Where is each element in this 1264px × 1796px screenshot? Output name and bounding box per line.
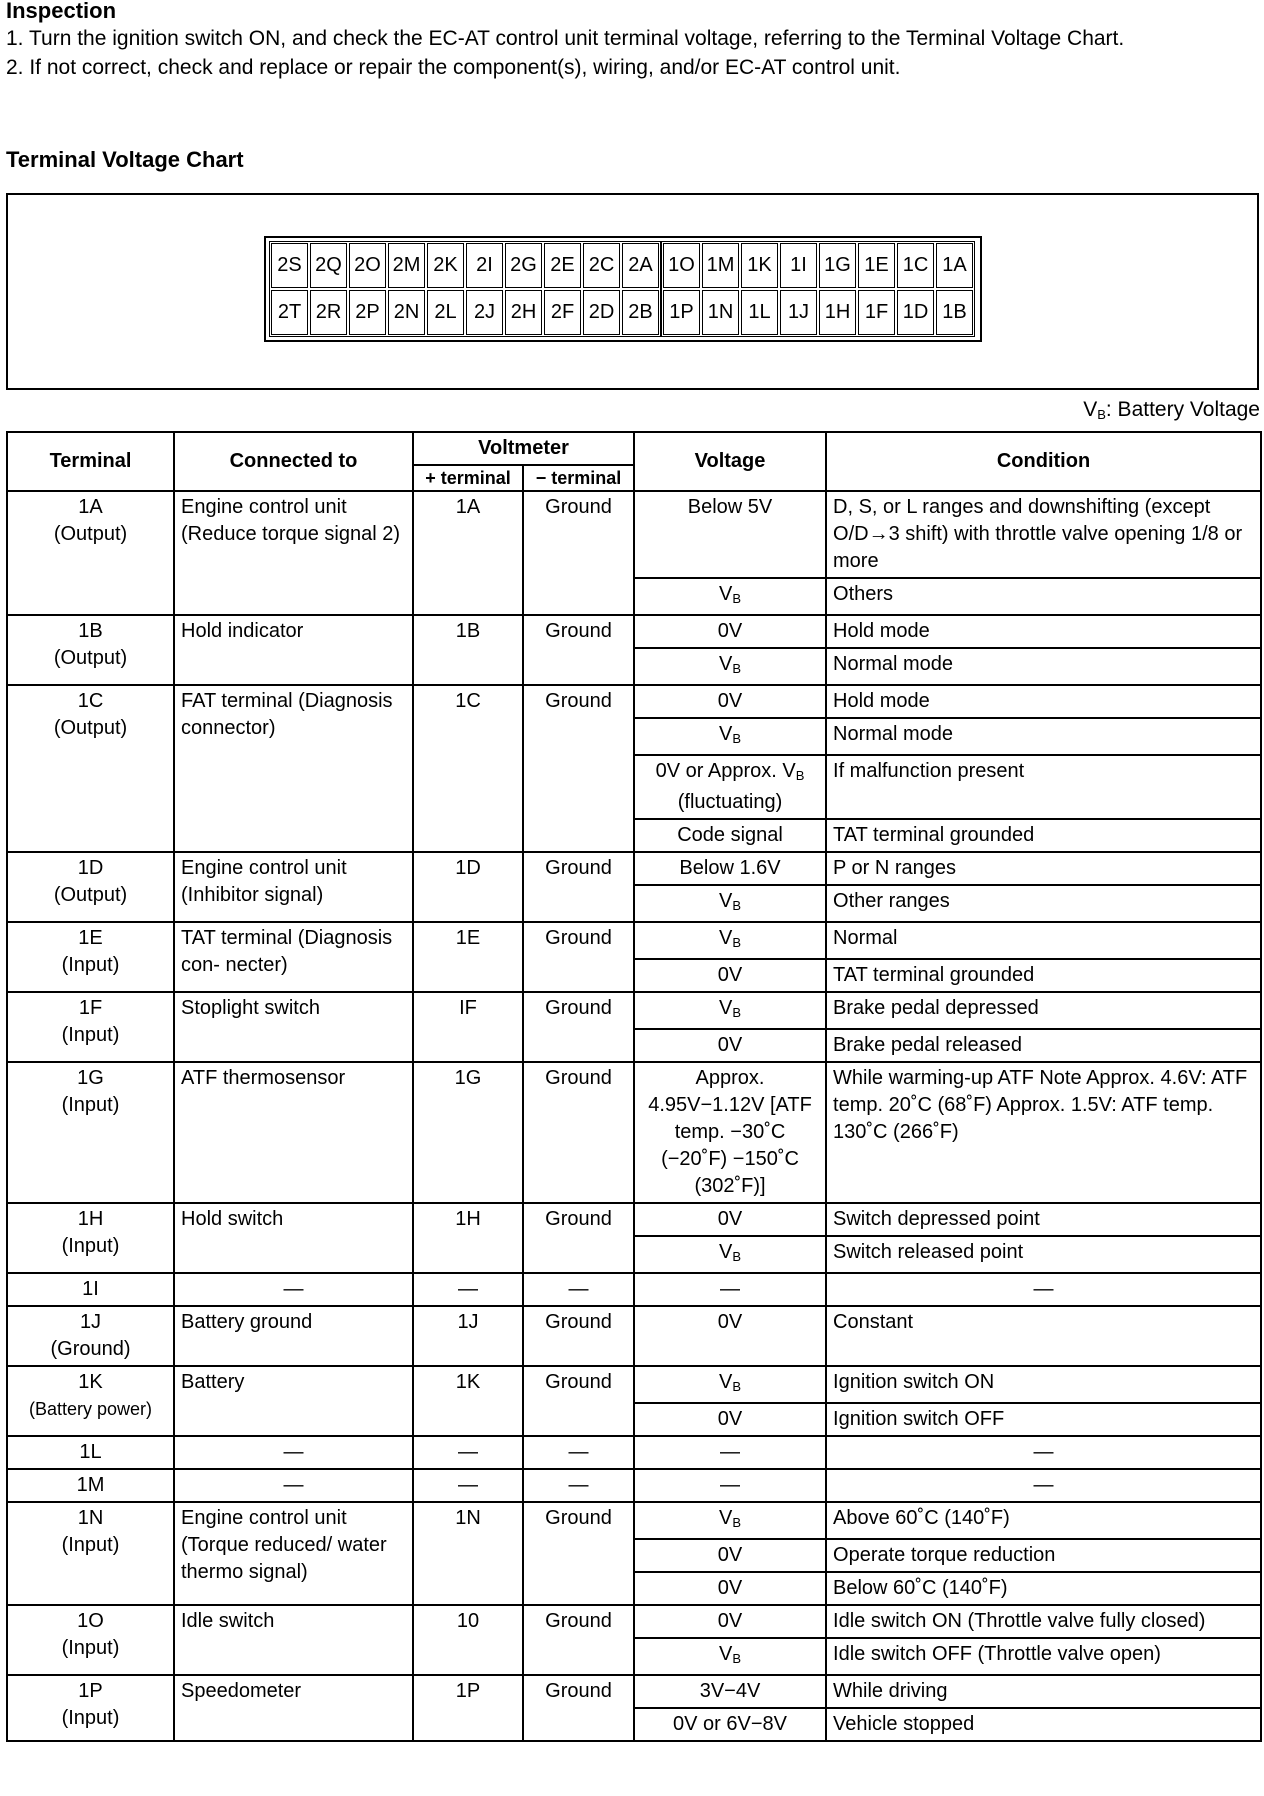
cell-condition: Operate torque reduction <box>826 1539 1261 1572</box>
cell-minus-terminal: Ground <box>523 1605 634 1675</box>
cell-minus-terminal: Ground <box>523 922 634 992</box>
connector-pin: 1C <box>897 243 934 288</box>
cell-connected-to: — <box>174 1469 413 1502</box>
cell-plus-terminal: — <box>413 1273 523 1306</box>
cell-condition: Ignition switch OFF <box>826 1403 1261 1436</box>
cell-condition: Hold mode <box>826 615 1261 648</box>
cell-plus-terminal: — <box>413 1469 523 1502</box>
cell-voltage: Below 1.6V <box>634 852 826 885</box>
cell-voltage: — <box>634 1273 826 1306</box>
cell-voltage: VB <box>634 1236 826 1273</box>
cell-connected-to: TAT terminal (Diagnosis con- necter) <box>174 922 413 992</box>
table-row <box>7 491 1261 578</box>
cell-minus-terminal: — <box>523 1273 634 1306</box>
connector-pin: 2J <box>466 290 503 335</box>
table-row <box>7 615 1261 648</box>
cell-plus-terminal: 1A <box>413 491 523 615</box>
connector-pin: 1P <box>663 290 700 335</box>
cell-voltage: 0V <box>634 615 826 648</box>
cell-condition: Switch released point <box>826 1236 1261 1273</box>
cell-plus-terminal: IF <box>413 992 523 1062</box>
cell-voltage: 0V <box>634 1403 826 1436</box>
connector-pin: 1J <box>780 290 817 335</box>
cell-minus-terminal: Ground <box>523 1306 634 1366</box>
chart-title: Terminal Voltage Chart <box>6 147 244 172</box>
cell-minus-terminal: Ground <box>523 992 634 1062</box>
cell-condition: Constant <box>826 1306 1261 1366</box>
cell-terminal: 1N (Input) <box>7 1502 174 1605</box>
cell-terminal: 1I <box>7 1273 174 1306</box>
cell-terminal: 1L <box>7 1436 174 1469</box>
cell-terminal: 1A (Output) <box>7 491 174 615</box>
cell-connected-to: Hold switch <box>174 1203 413 1273</box>
connector-pin: 2L <box>427 290 464 335</box>
cell-voltage: Approx. 4.95V−1.12V [ATF temp. −30˚C (−20˚F) −150˚C (302˚F)] <box>634 1062 826 1203</box>
cell-terminal: 1E (Input) <box>7 922 174 992</box>
table-row <box>7 1203 1261 1236</box>
inspection-steps <box>6 24 1264 82</box>
cell-terminal: 1P (Input) <box>7 1675 174 1741</box>
cell-minus-terminal: Ground <box>523 1366 634 1436</box>
connector-pin: 1K <box>741 243 778 288</box>
cell-terminal: 1G (Input) <box>7 1062 174 1203</box>
cell-terminal: 1F (Input) <box>7 992 174 1062</box>
cell-terminal: 1C (Output) <box>7 685 174 852</box>
cell-condition: While driving <box>826 1675 1261 1708</box>
connector-diagram <box>264 236 982 342</box>
table-row <box>7 992 1261 1029</box>
table-row <box>7 1436 1261 1469</box>
cell-voltage: VB <box>634 1502 826 1539</box>
table-row <box>7 1502 1261 1539</box>
cell-voltage: 0V <box>634 1203 826 1236</box>
connector-pin: 1F <box>858 290 895 335</box>
cell-connected-to: Battery ground <box>174 1306 413 1366</box>
cell-connected-to: — <box>174 1273 413 1306</box>
table-row <box>7 852 1261 885</box>
cell-voltage: 0V <box>634 1572 826 1605</box>
cell-condition: Other ranges <box>826 885 1261 922</box>
cell-condition: Idle switch OFF (Throttle valve open) <box>826 1638 1261 1675</box>
cell-voltage: VB <box>634 885 826 922</box>
table-row <box>7 685 1261 718</box>
header-condition: Condition <box>826 432 1261 491</box>
connector-pin: 2D <box>583 290 620 335</box>
connector-pin: 1M <box>702 243 739 288</box>
cell-terminal: 1O (Input) <box>7 1605 174 1675</box>
cell-voltage: 0V <box>634 1539 826 1572</box>
connector-pin: 2H <box>505 290 542 335</box>
cell-minus-terminal: — <box>523 1469 634 1502</box>
cell-condition: Hold mode <box>826 685 1261 718</box>
cell-condition: — <box>826 1469 1261 1502</box>
cell-voltage: 0V <box>634 685 826 718</box>
connector-pin: 2I <box>466 243 503 288</box>
cell-connected-to: — <box>174 1436 413 1469</box>
cell-voltage: VB <box>634 718 826 755</box>
cell-voltage: 0V <box>634 1306 826 1366</box>
inspection-step: 2. If not correct, check and replace or repair the component(s), wiring, and/or EC-AT control unit. <box>6 56 901 79</box>
cell-terminal: 1M <box>7 1469 174 1502</box>
cell-voltage: 3V−4V <box>634 1675 826 1708</box>
cell-plus-terminal: 10 <box>413 1605 523 1675</box>
cell-condition: TAT terminal grounded <box>826 819 1261 852</box>
connector-pin: 1G <box>819 243 856 288</box>
connector-pin: 1B <box>936 290 973 335</box>
cell-connected-to: Idle switch <box>174 1605 413 1675</box>
vb-legend: VB: Battery Voltage <box>1083 398 1260 422</box>
cell-voltage: VB <box>634 578 826 615</box>
header-voltmeter: Voltmeter <box>413 432 634 465</box>
connector-half-1 <box>661 241 975 337</box>
table-row <box>7 1675 1261 1708</box>
cell-condition: If malfunction present <box>826 755 1261 819</box>
cell-plus-terminal: 1K <box>413 1366 523 1436</box>
cell-connected-to: FAT terminal (Diagnosis connector) <box>174 685 413 852</box>
cell-minus-terminal: Ground <box>523 852 634 922</box>
cell-condition: P or N ranges <box>826 852 1261 885</box>
cell-connected-to: Engine control unit (Reduce torque signal 2) <box>174 491 413 615</box>
header-terminal: Terminal <box>7 432 174 491</box>
cell-condition: While warming-up ATF Note Approx. 4.6V: ATF temp. 20˚C (68˚F) Approx. 1.5V: ATF temp. 130˚C (266˚F) <box>826 1062 1261 1203</box>
table-row <box>7 1306 1261 1366</box>
cell-condition: — <box>826 1273 1261 1306</box>
connector-pin: 2A <box>622 243 659 288</box>
cell-terminal: 1K (Battery power) <box>7 1366 174 1436</box>
cell-plus-terminal: 1C <box>413 685 523 852</box>
connector-pin: 2S <box>271 243 308 288</box>
cell-connected-to: Stoplight switch <box>174 992 413 1062</box>
table-row <box>7 1605 1261 1638</box>
connector-pin: 1E <box>858 243 895 288</box>
connector-pin: 2E <box>544 243 581 288</box>
cell-condition: Ignition switch ON <box>826 1366 1261 1403</box>
connector-pin: 1N <box>702 290 739 335</box>
connector-pin: 2R <box>310 290 347 335</box>
cell-connected-to: Engine control unit (Torque reduced/ water thermo signal) <box>174 1502 413 1605</box>
cell-condition: Others <box>826 578 1261 615</box>
connector-pin: 2Q <box>310 243 347 288</box>
cell-connected-to: ATF thermosensor <box>174 1062 413 1203</box>
cell-condition: Normal mode <box>826 648 1261 685</box>
connector-pin: 2T <box>271 290 308 335</box>
connector-pin: 2N <box>388 290 425 335</box>
cell-minus-terminal: Ground <box>523 1203 634 1273</box>
cell-condition: Normal <box>826 922 1261 959</box>
connector-pin: 2M <box>388 243 425 288</box>
cell-voltage: 0V or 6V−8V <box>634 1708 826 1741</box>
cell-connected-to: Speedometer <box>174 1675 413 1741</box>
cell-plus-terminal: — <box>413 1436 523 1469</box>
connector-pin: 1H <box>819 290 856 335</box>
header-minus-terminal: − terminal <box>523 465 634 491</box>
connector-pin: 2P <box>349 290 386 335</box>
cell-minus-terminal: — <box>523 1436 634 1469</box>
cell-terminal: 1J (Ground) <box>7 1306 174 1366</box>
terminal-voltage-table <box>6 431 1262 1742</box>
cell-voltage: 0V <box>634 1605 826 1638</box>
cell-condition: Brake pedal depressed <box>826 992 1261 1029</box>
cell-condition: TAT terminal grounded <box>826 959 1261 992</box>
table-row <box>7 1469 1261 1502</box>
cell-plus-terminal: 1P <box>413 1675 523 1741</box>
table-row <box>7 922 1261 959</box>
cell-minus-terminal: Ground <box>523 1502 634 1605</box>
cell-minus-terminal: Ground <box>523 685 634 852</box>
cell-condition: Normal mode <box>826 718 1261 755</box>
cell-minus-terminal: Ground <box>523 491 634 615</box>
connector-half-2 <box>269 241 661 337</box>
cell-condition: D, S, or L ranges and downshifting (except O/D→3 shift) with throttle valve opening 1/8 or more <box>826 491 1261 578</box>
connector-pin: 1I <box>780 243 817 288</box>
connector-pin: 2O <box>349 243 386 288</box>
connector-pin: 1L <box>741 290 778 335</box>
cell-voltage: 0V <box>634 959 826 992</box>
connector-pin: 2G <box>505 243 542 288</box>
cell-voltage: Code signal <box>634 819 826 852</box>
cell-voltage: VB <box>634 1638 826 1675</box>
cell-terminal: 1H (Input) <box>7 1203 174 1273</box>
cell-condition: Idle switch ON (Throttle valve fully closed) <box>826 1605 1261 1638</box>
cell-minus-terminal: Ground <box>523 615 634 685</box>
cell-connected-to: Hold indicator <box>174 615 413 685</box>
connector-pin: 2K <box>427 243 464 288</box>
cell-connected-to: Engine control unit (Inhibitor signal) <box>174 852 413 922</box>
cell-condition: Below 60˚C (140˚F) <box>826 1572 1261 1605</box>
cell-voltage: VB <box>634 1366 826 1403</box>
header-plus-terminal: + terminal <box>413 465 523 491</box>
cell-condition: — <box>826 1436 1261 1469</box>
inspection-heading: Inspection <box>6 0 117 23</box>
cell-voltage: — <box>634 1469 826 1502</box>
cell-condition: Above 60˚C (140˚F) <box>826 1502 1261 1539</box>
cell-terminal: 1D (Output) <box>7 852 174 922</box>
connector-pin: 1O <box>663 243 700 288</box>
inspection-step: 1. Turn the ignition switch ON, and check the EC-AT control unit terminal voltage, referring to the Terminal Voltage Chart. <box>6 27 1125 50</box>
cell-voltage: VB <box>634 992 826 1029</box>
cell-condition: Switch depressed point <box>826 1203 1261 1236</box>
cell-plus-terminal: 1N <box>413 1502 523 1605</box>
cell-terminal: 1B (Output) <box>7 615 174 685</box>
connector-pin: 2C <box>583 243 620 288</box>
cell-voltage: 0V <box>634 1029 826 1062</box>
cell-plus-terminal: 1G <box>413 1062 523 1203</box>
table-row <box>7 1366 1261 1403</box>
cell-condition: Brake pedal released <box>826 1029 1261 1062</box>
table-row <box>7 1062 1261 1203</box>
header-connected-to: Connected to <box>174 432 413 491</box>
cell-plus-terminal: 1H <box>413 1203 523 1273</box>
header-voltage: Voltage <box>634 432 826 491</box>
cell-voltage: — <box>634 1436 826 1469</box>
connector-pin: 2B <box>622 290 659 335</box>
cell-plus-terminal: 1D <box>413 852 523 922</box>
connector-pin: 2F <box>544 290 581 335</box>
cell-voltage: 0V or Approx. VB (fluctuating) <box>634 755 826 819</box>
cell-plus-terminal: 1J <box>413 1306 523 1366</box>
cell-connected-to: Battery <box>174 1366 413 1436</box>
cell-plus-terminal: 1B <box>413 615 523 685</box>
cell-minus-terminal: Ground <box>523 1062 634 1203</box>
cell-minus-terminal: Ground <box>523 1675 634 1741</box>
connector-pin: 1D <box>897 290 934 335</box>
cell-voltage: Below 5V <box>634 491 826 578</box>
cell-plus-terminal: 1E <box>413 922 523 992</box>
cell-voltage: VB <box>634 648 826 685</box>
cell-voltage: VB <box>634 922 826 959</box>
table-row <box>7 1273 1261 1306</box>
cell-condition: Vehicle stopped <box>826 1708 1261 1741</box>
connector-pin: 1A <box>936 243 973 288</box>
